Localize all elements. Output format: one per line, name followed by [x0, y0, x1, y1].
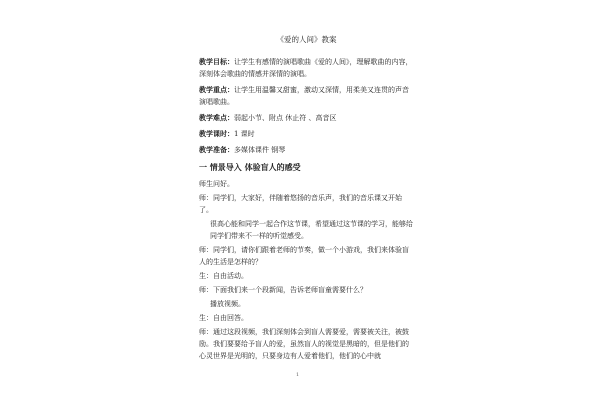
dialogue-line: 师生问好。	[199, 180, 234, 188]
teaching-hours-label: 教学课时：	[199, 129, 234, 138]
teaching-difficulty-text: 弱起小节、附点 休止符 、高音区	[234, 114, 337, 122]
teaching-hours-text: 1 课时	[234, 130, 255, 138]
dialogue-line: 生：自由回答。	[199, 314, 248, 322]
dialogue-line: 师：同学们，大家好，伴随着悠扬的音乐声，我们的音乐课又开始了。	[199, 194, 402, 214]
teaching-goal-label: 教学目标：	[199, 57, 234, 66]
teaching-goal	[199, 56, 414, 80]
dialogue-line: 很高心能和同学一起合作这节课，希望通过这节课的学习，能够给同学们带来不一样的听觉感受。	[210, 220, 413, 240]
teaching-key-label: 教学重点：	[199, 85, 234, 94]
teaching-difficulty-label: 教学难点：	[199, 113, 234, 122]
teaching-preparation-text: 多媒体课件 钢琴	[234, 146, 286, 154]
dialogue-line: 师：通过这段视频，我们深刻体会到盲人需要爱，需要被关注，被鼓励。我们要要给予盲人的爱，虽然盲人的视觉是黑暗的，但是他们的心灵世界是光明的，只要身边有人爱着他们，他们的心中就	[199, 328, 409, 360]
teaching-key-point	[199, 84, 414, 108]
dialogue-line: 师：下面我们来一个段新闻，告诉老师盲童需要什么？	[199, 286, 367, 294]
teaching-goal-text: 让学生有感情的演唱歌曲《爱的人间》，理解歌曲的内容，深刻体会歌曲的情感并深情的演唱。	[199, 58, 413, 78]
teaching-preparation	[199, 144, 414, 156]
teaching-difficulty	[199, 112, 414, 124]
dialogue-line: 师：同学们，请你们跟着老师的节奏，做一个小游戏，我们来体验盲人的生活是怎样的？	[199, 246, 409, 266]
teaching-hours	[199, 128, 414, 140]
document-content	[199, 34, 414, 364]
dialogue-line: 播放视频。	[210, 300, 245, 308]
section-heading: 一 情景导入 体验盲人的感受	[199, 163, 301, 172]
document-title: 《爱的人间》教案	[276, 35, 337, 44]
dialogue-line: 生：自由活动。	[199, 272, 248, 280]
teaching-preparation-label: 教学准备：	[199, 145, 234, 154]
teaching-key-text: 让学生用温馨又甜蜜，激动又深情，用柔美又连贯的声音演唱歌曲。	[199, 86, 409, 106]
page-number: 1	[296, 372, 300, 378]
